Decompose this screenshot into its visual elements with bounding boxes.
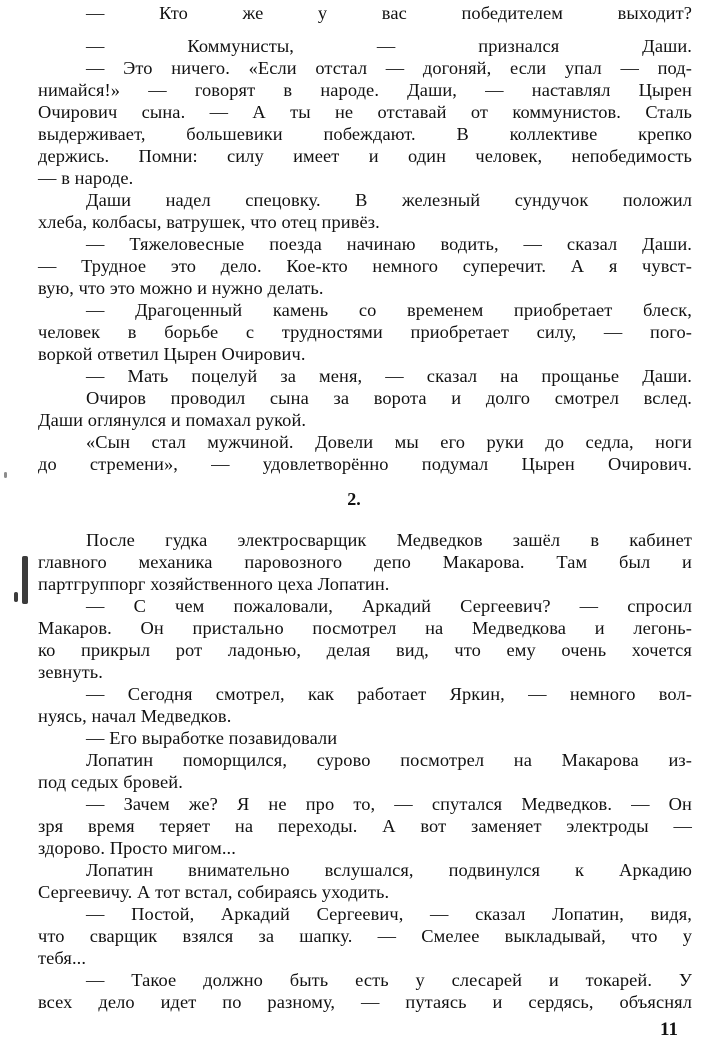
page-number: 11 <box>660 1019 678 1040</box>
text-line: до стремени», — удовлетворённо подумал Цырен Очирович. <box>38 454 692 474</box>
text-line: Очирович сына. — А ты не отставай от коммунистов. Сталь <box>38 102 692 122</box>
text-line: Даши надел спецовку. В железный сундучок положил <box>86 190 692 210</box>
text-line: держись. Помни: силу имеет и один человек, непобедимость <box>38 146 692 166</box>
text-line: — Зачем же? Я не про то, — спутался Медведков. — Он <box>86 794 692 814</box>
text-line: — Это ничего. «Если отстал — догоняй, если упал — под- <box>86 58 692 78</box>
text-line: вую, что это можно и нужно делать. <box>38 278 324 298</box>
text-line: ко прикрыл рот ладонью, делая вид, что ему очень хочется <box>38 640 692 660</box>
text-line: «Сын стал мужчиной. Довели мы его руки до седла, ноги <box>86 432 692 452</box>
text-line: — Кто же у вас победителем выходит? <box>86 3 692 23</box>
text-line: — Трудное это дело. Кое-кто немного суперечит. А я чувст- <box>38 256 692 276</box>
text-line: Сергеевичу. А тот встал, собираясь уходить. <box>38 882 390 902</box>
section-heading: 2. <box>347 489 361 509</box>
text-line: воркой ответил Цырен Очирович. <box>38 344 306 364</box>
text-line: Лопатин внимательно вслушался, подвинулся к Аркадию <box>86 860 692 880</box>
text-line: После гудка электросварщик Медведков зашёл в кабинет <box>86 530 692 550</box>
text-line: хлеба, колбасы, ватрушек, что отец привёз. <box>38 212 380 232</box>
text-line: зевнуть. <box>38 662 103 682</box>
text-line: — Коммунисты, — признался Даши. <box>86 36 692 56</box>
text-line: партгруппорг хозяйственного цеха Лопатин. <box>38 574 390 594</box>
text-line: — в народе. <box>38 168 134 188</box>
text-line: — Сегодня смотрел, как работает Яркин, — немного вол- <box>86 684 692 704</box>
text-line: что сварщик взялся за шапку. — Смелее выкладывай, что у <box>38 926 692 946</box>
text-line: человек в борьбе с трудностями приобретает силу, — пого- <box>38 322 692 342</box>
text-line: главного механика паровозного депо Макарова. Там был и <box>38 552 692 572</box>
text-line: под седых бровей. <box>38 772 183 792</box>
text-line: здорово. Просто мигом... <box>38 838 236 858</box>
text-line: — Постой, Аркадий Сергеевич, — сказал Лопатин, видя, <box>86 904 692 924</box>
scan-smudge <box>14 592 18 602</box>
text-line: нимайся!» — говорят в народе. Даши, — наставлял Цырен <box>38 80 692 100</box>
text-line: всех дело идет по разному, — путаясь и сердясь, объяснял <box>38 992 692 1012</box>
text-line: — С чем пожаловали, Аркадий Сергеевич? — спросил <box>86 596 692 616</box>
text-line: — Тяжеловесные поезда начинаю водить, — сказал Даши. <box>86 234 692 254</box>
text-line: — Такое должно быть есть у слесарей и токарей. У <box>86 970 692 990</box>
text-line: — Драгоценный камень со временем приобретает блеск, <box>86 300 692 320</box>
text-line: Даши оглянулся и помахал рукой. <box>38 410 307 430</box>
scan-smudge <box>4 472 7 478</box>
text-line: тебя... <box>38 948 87 968</box>
text-line: Очиров проводил сына за ворота и долго смотрел вслед. <box>86 388 692 408</box>
text-line: Макаров. Он пристально посмотрел на Медведкова и легонь- <box>38 618 692 638</box>
text-line: Лопатин поморщился, сурово посмотрел на Макарова из- <box>86 750 692 770</box>
text-line: зря время теряет на переходы. А вот заменяет электроды — <box>38 816 692 836</box>
text-line: нуясь, начал Медведков. <box>38 706 232 726</box>
text-line: выдерживает, большевики побеждают. В коллективе крепко <box>38 124 692 144</box>
text-line: — Мать поцелуй за меня, — сказал на прощанье Даши. <box>86 366 692 386</box>
text-line: — Его выработке позавидовали <box>86 728 338 748</box>
scan-smudge <box>22 556 28 604</box>
